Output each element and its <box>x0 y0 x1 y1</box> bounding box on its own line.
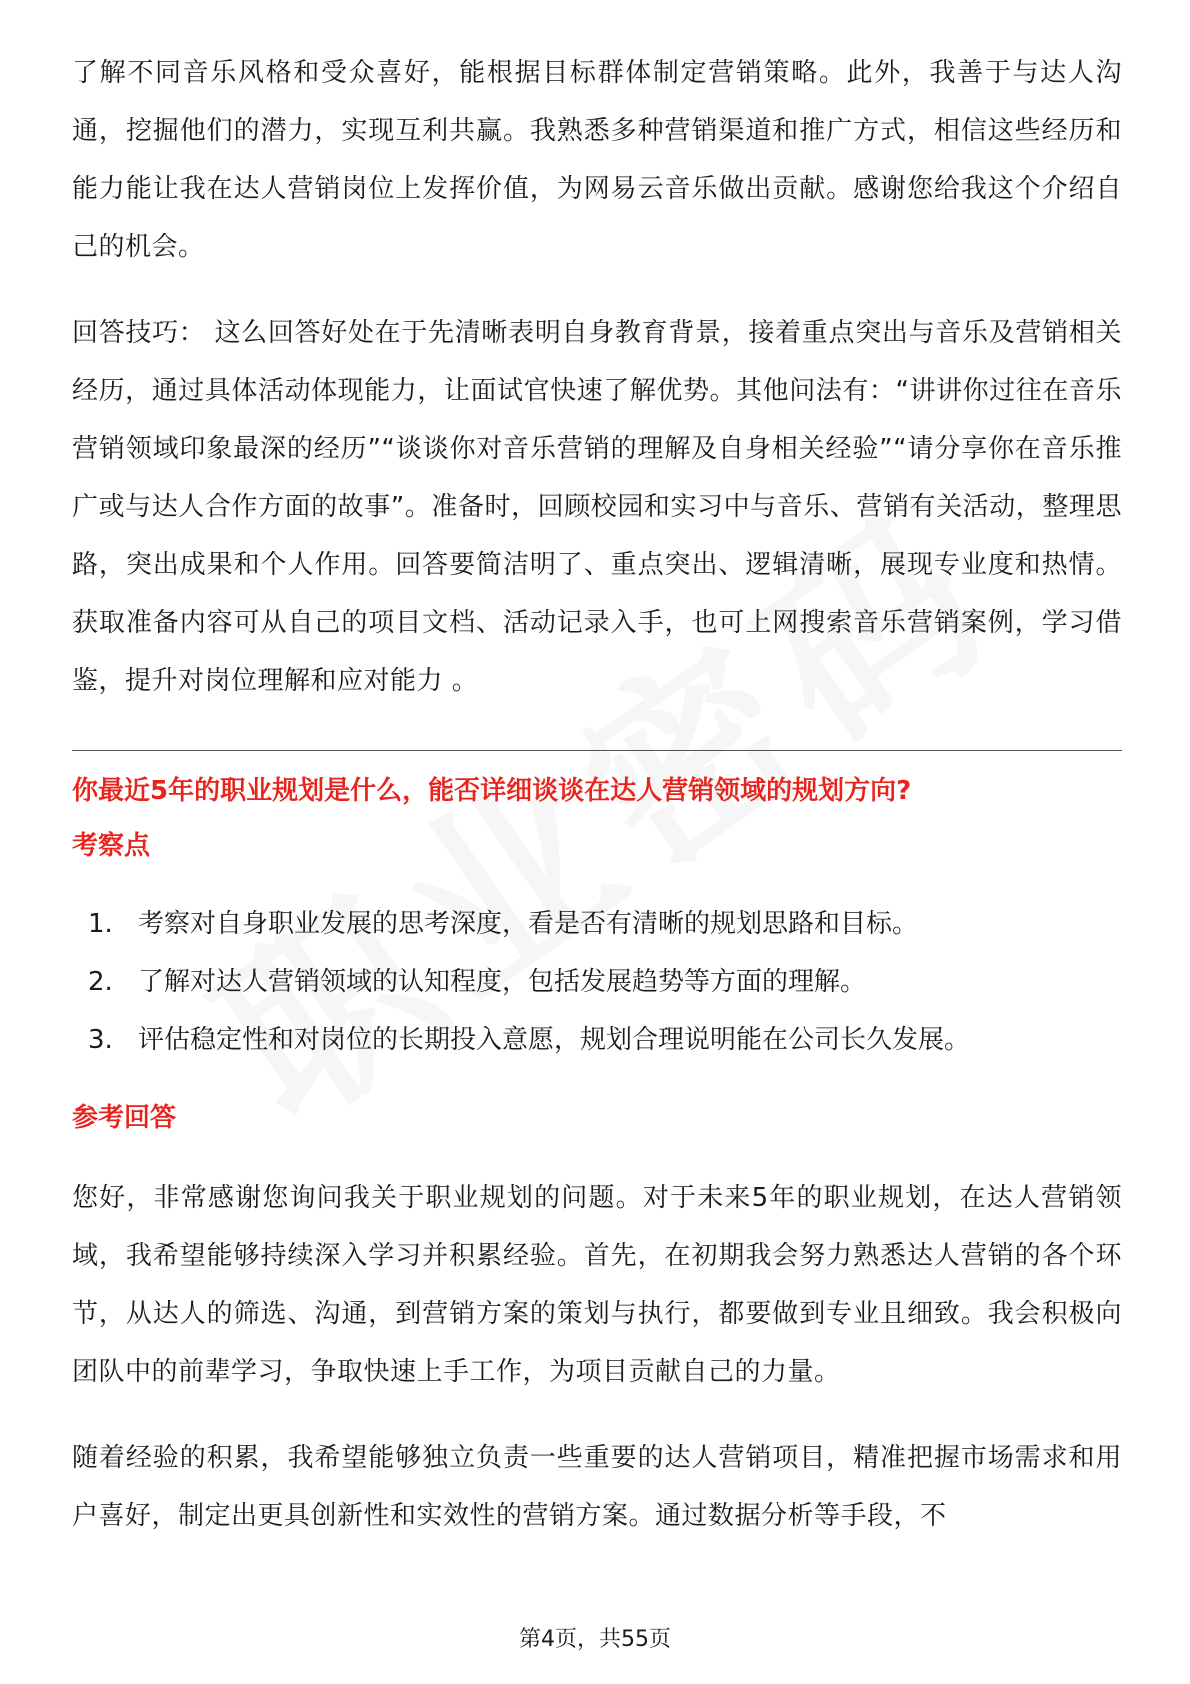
exam-points-list <box>72 895 1122 1069</box>
list-item <box>72 1011 1122 1069</box>
document-page <box>72 44 1122 1545</box>
list-item-text: 评估稳定性和对岗位的长期投入意愿，规划合理说明能在公司长久发展。 <box>138 1025 971 1055</box>
list-item <box>72 895 1122 953</box>
answer-paragraph-2: 随着经验的积累，我希望能够独立负责一些重要的达人营销项目，精准把握市场需求和用户喜好，制定出更具创新性和实效性的营销方案。通过数据分析等手段，不 <box>72 1443 1122 1531</box>
list-item-text: 了解对达人营销领域的认知程度，包括发展趋势等方面的理解。 <box>138 967 867 997</box>
answer-paragraph-1: 您好，非常感谢您询问我关于职业规划的问题。对于未来5年的职业规划，在达人营销领域，我希望能够持续深入学习并积累经验。首先，在初期我会努力熟悉达人营销的各个环节，从达人的筛选、沟通，到营销方案的策划与执行，都要做到专业且细致。我会积极向团队中的前辈学习，争取快速上手工作，为项目贡献自己的力量。 <box>72 1183 1122 1387</box>
list-item <box>72 953 1122 1011</box>
page-footer: 第4页，共55页 <box>519 1627 671 1652</box>
list-item-text: 考察对自身职业发展的思考深度，看是否有清晰的规划思路和目标。 <box>138 909 919 939</box>
section-divider <box>72 750 1122 751</box>
list-item-number: 1. <box>88 909 113 939</box>
list-item-number: 2. <box>88 967 113 997</box>
spacer <box>72 1401 1122 1429</box>
tips-paragraph: 回答技巧： 这么回答好处在于先清晰表明自身教育背景，接着重点突出与音乐及营销相关经历，通过具体活动体现能力，让面试官快速了解优势。其他问法有：“讲讲你过往在音乐营销领域印象最深的经历”“谈谈你对音乐营销的理解及自身相关经验”“请分享你在音乐推广或与达人合作方面的故事”。准备时，回顾校园和实习中与音乐、营销有关活动，整理思路，突出成果和个人作用。回答要简洁明了、重点突出、逻辑清晰，展现专业度和热情。获取准备内容可从自己的项目文档、活动记录入手，也可上网搜索音乐营销案例，学习借鉴，提升对岗位理解和应对能力 。 <box>72 318 1122 696</box>
spacer <box>72 276 1122 304</box>
question-heading: 你最近5年的职业规划是什么，能否详细谈谈在达人营销领域的规划方向? <box>72 776 912 806</box>
answer-label: 参考回答 <box>72 1103 177 1133</box>
list-item-number: 3. <box>88 1025 113 1055</box>
exam-points-label: 考察点 <box>72 831 151 861</box>
intro-paragraph: 了解不同音乐风格和受众喜好，能根据目标群体制定营销策略。此外，我善于与达人沟通，挖掘他们的潜力，实现互利共赢。我熟悉多种营销渠道和推广方式，相信这些经历和能力能让我在达人营销岗位上发挥价值，为网易云音乐做出贡献。感谢您给我这个介绍自己的机会。 <box>72 58 1122 262</box>
